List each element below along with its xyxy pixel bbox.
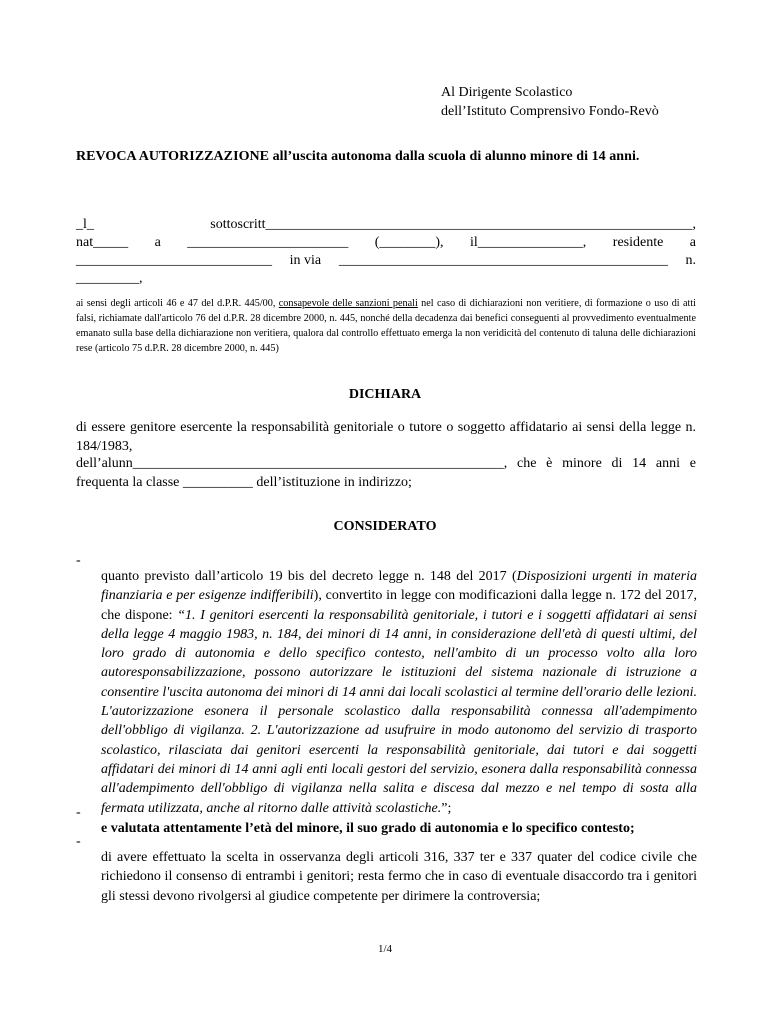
form-label-via: in via	[289, 253, 322, 268]
form-row-3	[76, 251, 696, 270]
considerato-item-3: di avere effettuato la scelta in osservanza degli articoli 316, 337 ter e 337 quater del codice civile che richiedono il consenso di entrambi i genitori; resta fermo che in caso di eventuale disaccordo tra i genitori gli stessi devono rivolgersi al giudice competente per dirimere la controversia;	[101, 850, 697, 904]
recipient-line-1: Al Dirigente Scolastico	[441, 85, 573, 100]
form-label-residente: residente	[612, 235, 664, 250]
form-field-residence-city: ____________________________	[76, 253, 272, 268]
form-label-number: n.	[685, 253, 696, 268]
dichiara-text-2: dell’alunn_____________________________________________________, che è minore di 14 anni e frequenta la classe __________ dell’istituzione in indirizzo;	[76, 456, 696, 490]
considerato-item-1	[101, 567, 697, 818]
bullet-dash-1: -	[76, 553, 81, 568]
item1-conversion: ), convertito in legge con modificazioni dalla legge n. 172 del 2017, che dispone:	[101, 588, 697, 623]
item1-intro: quanto previsto dall’articolo 19 bis del decreto legge n. 148 del 2017 (	[101, 569, 517, 584]
disclaimer-rest: nel caso di dichiarazioni non veritiere, di formazione o uso di atti falsi, richiamate dall'articolo 76 del d.P.R. 28 dicembre 2000, n. 445, nonché della decadenza dai benefici conseguenti al provvedimento eventualmente emanato sulla base della dichiarazione non veritiera, qualora dal controllo effettuato emerga la non veridicità del contenuto di taluna delle dichiarazioni rese (articolo 75 d.P.R. 28 dicembre 2000, n. 445)	[76, 298, 696, 354]
form-row-2	[76, 233, 696, 252]
form-field-birthplace: _______________________	[187, 235, 349, 250]
form-field-province: (________),	[374, 235, 444, 250]
bullet-dash-3: -	[76, 834, 81, 849]
form-label-a: a	[154, 235, 161, 250]
recipient-line-2: dell’Istituto Comprensivo Fondo-Revò	[441, 104, 659, 119]
considerato-heading: CONSIDERATO	[333, 519, 437, 534]
form-field-birthdate: il_______________,	[470, 235, 587, 250]
recipient-block	[441, 83, 659, 121]
item1-quote: “1. I genitori esercenti la responsabilità genitoriale, i tutori e i soggetti affidatari ai sensi della legge 4 maggio 1983, n. 184, dei minori di 14 anni, in considerazione dell'età di questi ultimi, del loro grado di autonomia e dello specifico contesto, nell'ambito di un processo volto alla loro autoresponsabilizzazione, possono autorizzare le istituzioni del sistema nazionale di istruzione a consentire l'uscita autonoma dei minori di 14 anni dai locali scolastici al termine dell'orario delle lezioni. L'autorizzazione esonera il personale scolastico dalla responsabilità connessa all'adempimento dell'obbligo di vigilanza. 2. L'autorizzazione ad usufruire in modo autonomo del servizio di trasporto scolastico, rilasciata dai genitori esercenti la responsabilità genitoriale, dai tutori e dai soggetti affidatari dei minori di 14 anni agli enti locali gestori del servizio, esonera dalla responsabilità connessa all'adempimento dell'obbligo di vigilanza nella salita e discesa dal mezzo e nel tempo di sosta alla fermata utilizzata, anche al ritorno dalle attività scolastiche.	[101, 607, 697, 816]
bullet-dash-2: -	[76, 805, 81, 820]
form-row-1	[76, 215, 696, 234]
title-text: REVOCA AUTORIZZAZIONE all’uscita autonoma dalla scuola di alunno minore di 14 anni.	[76, 149, 640, 164]
form-label-a-2: a	[689, 235, 696, 250]
form-field-born: nat_____	[76, 235, 129, 250]
item1-end: ”;	[441, 800, 452, 816]
dichiara-text-1: di essere genitore esercente la responsabilità genitoriale o tutore o soggetto affidatario ai sensi della legge n. 184/1983,	[76, 420, 696, 454]
item1-decree-title: Disposizioni urgenti in materia finanziaria e per esigenze indifferibili	[101, 569, 697, 604]
legal-disclaimer	[76, 297, 696, 357]
disclaimer-underlined: consapevole delle sanzioni penali	[278, 298, 418, 309]
page-number: 1/4	[377, 943, 393, 955]
document-title	[76, 149, 639, 165]
form-field-house-number: _________,	[76, 271, 143, 286]
disclaimer-intro: ai sensi degli articoli 46 e 47 del d.P.R. 445/00,	[76, 298, 279, 309]
form-field-signer-name: sottoscritt_____________________________________________________________,	[210, 217, 696, 232]
dichiara-heading: DICHIARA	[348, 387, 422, 402]
considerato-item-2: e valutata attentamente l’età del minore, il suo grado di autonomia e lo specifico contesto;	[101, 821, 635, 836]
form-field-street: _______________________________________________	[338, 253, 668, 268]
form-row-4	[76, 269, 696, 288]
form-field-gender: _l_	[76, 217, 94, 232]
